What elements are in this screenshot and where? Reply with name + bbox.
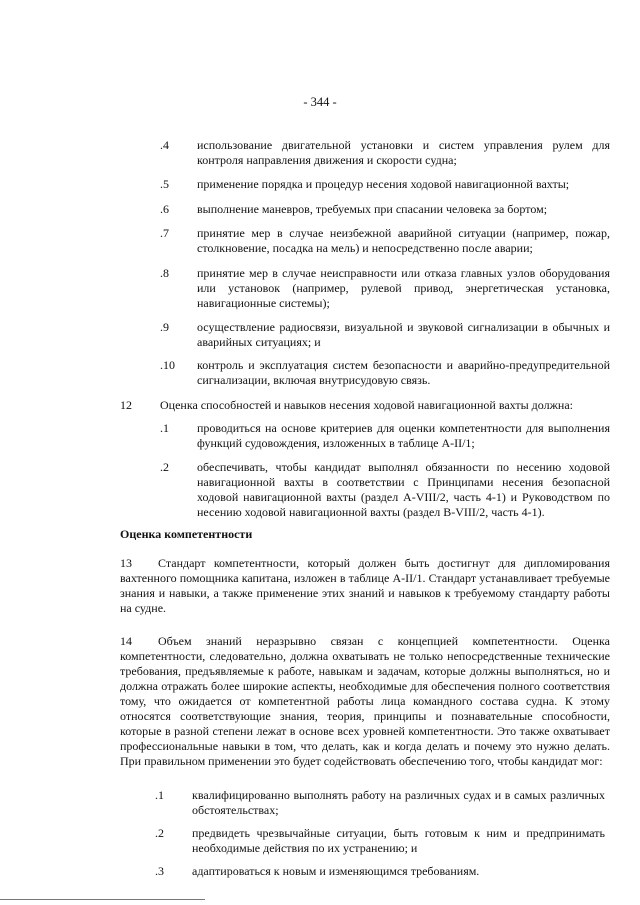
item-text: предвидеть чрезвычайные ситуации, быть готовым к ним и предпринимать необходимые действия по их устранению; и xyxy=(192,826,605,855)
item-text: принятие мер в случае неисправности или отказа главных узлов оборудования или установок (например, рулевой привод, энергетическая установка, навигационные системы); xyxy=(197,266,610,310)
paragraph-number: 14 xyxy=(120,634,132,648)
item-number: .2 xyxy=(160,460,169,474)
item-number: .6 xyxy=(160,202,169,216)
item-number: .3 xyxy=(155,864,164,878)
item-text: адаптироваться к новым и изменяющимся требованиям. xyxy=(192,864,480,878)
item-number: .4 xyxy=(160,138,169,152)
item-text: использование двигательной установки и систем управления рулем для контроля направления движения и скорости судна; xyxy=(197,138,610,167)
page-number: - 344 - xyxy=(303,95,337,109)
paragraph-14 xyxy=(120,634,610,769)
item-text: принятие мер в случае неизбежной аварийной ситуации (например, пожар, столкновение, посадка на мель) и непосредственно после аварии; xyxy=(197,226,610,255)
item-text: применение порядка и процедур несения ходовой навигационной вахты; xyxy=(197,177,570,191)
item-text: обеспечивать, чтобы кандидат выполнял обязанности по несению ходовой навигационной вахты в соответствии с Принципами несения безопасной ходовой навигационной вахты (раздел A-VIII/2, часть 4-1) и Руководством по несению ходовой навигационной вахты (раздел B-VIII/2, часть 4-1). xyxy=(197,460,610,519)
item-number: .5 xyxy=(160,177,169,191)
item-number: .10 xyxy=(160,358,175,372)
item-number: .9 xyxy=(160,320,169,334)
item-number: .1 xyxy=(160,421,169,435)
item-text: квалифицированно выполнять работу на различных судах и в самых различных обстоятельствах; xyxy=(192,788,605,817)
paragraph-text: Объем знаний неразрывно связан с концепцией компетентности. Оценка компетентности, следовательно, должна охватывать не только непосредственные технические требования, предъявляемые к работе, навыкам и задачам, которые должны выполняться, но и должна отражать более широкие аспекты, необходимые для обеспечения полного соответствия тому, что ожидается от компетентной работы лица командного состава судна. К этому относятся соответствующие знания, теория, принципы и познавательные способности, которые в разной степени лежат в основе всех уровней компетентности. Это также охватывает профессиональные навыки в том, что делать, как и когда делать и почему это нужно делать. При правильном применении это будет содействовать обеспечению того, чтобы кандидат мог: xyxy=(120,634,610,768)
item-text: осуществление радиосвязи, визуальной и звуковой сигнализации в обычных и аварийных ситуациях; и xyxy=(197,320,610,349)
item-number: .8 xyxy=(160,266,169,280)
item-number: .1 xyxy=(155,788,164,802)
item-number: .7 xyxy=(160,226,169,240)
item-text: проводиться на основе критериев для оценки компетентности для выполнения функций судовождения, изложенных в таблице A-II/1; xyxy=(197,421,610,450)
item-number: .2 xyxy=(155,826,164,840)
item-text: контроль и эксплуатация систем безопасности и аварийно-предупредительной сигнализации, включая внутрисудовую связь. xyxy=(197,358,610,387)
section-heading: Оценка компетентности xyxy=(120,527,253,541)
paragraph-text: Оценка способностей и навыков несения ходовой навигационной вахты должна: xyxy=(160,398,573,412)
paragraph-number: 12 xyxy=(120,398,132,412)
paragraph-number: 13 xyxy=(120,556,132,570)
footnote-separator xyxy=(0,899,205,900)
paragraph-text: Стандарт компетентности, который должен быть достигнут для дипломирования вахтенного помощника капитана, изложен в таблице A-II/1. Стандарт устанавливает требуемые знания и навыки, а также применение этих знаний и навыков к требуемому стандарту работы на судне. xyxy=(120,556,610,615)
paragraph-13 xyxy=(120,556,610,616)
item-text: выполнение маневров, требуемых при спасании человека за бортом; xyxy=(197,202,548,216)
